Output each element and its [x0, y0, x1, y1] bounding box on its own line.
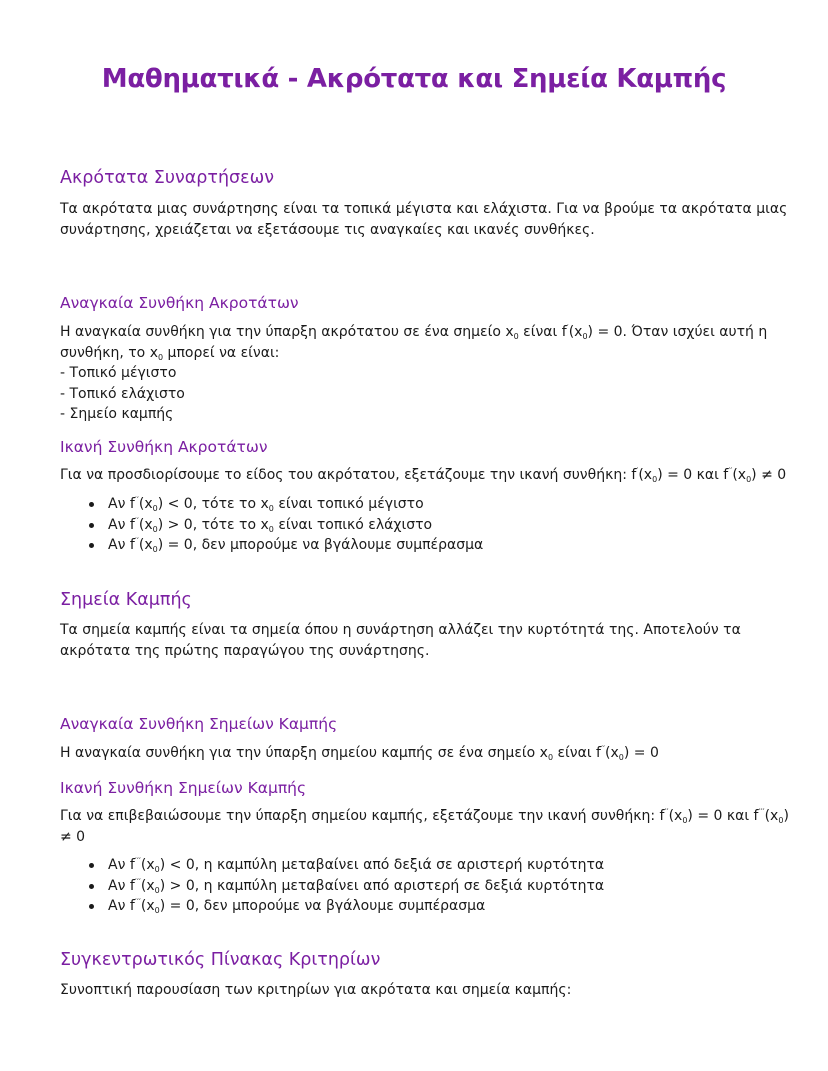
text-line: Συνοπτική παρουσίαση των κριτηρίων για ακρότατα και σημεία καμπής: [60, 982, 572, 998]
text-line: Για να προσδιορίσουμε το είδος του ακρότατου, εξετάζουμε την ικανή συνθήκη: $f'(x_0) = 0$ και $f''(x_0) \ne 0$ [60, 467, 787, 484]
paragraph-inflection-sufficient [60, 806, 789, 847]
paragraph-summary-intro [60, 980, 775, 1001]
text-line: Η αναγκαία συνθήκη για την ύπαρξη ακρότατου σε ένα σημείο $x_0$ είναι $f'(x_0) = 0$. Όταν ισχύει αυτή η [60, 324, 768, 341]
bullet-list-inflection [60, 855, 604, 917]
list-item: Αν $f''(x_0) > 0$, τότε το $x_0$ είναι τοπικό ελάχιστο [60, 515, 483, 536]
bullet-list-extrema [60, 494, 483, 556]
section-heading-necessary-condition: Αναγκαία Συνθήκη Ακροτάτων [60, 294, 299, 312]
text-line: συνθήκη, το $x_0$ μπορεί να είναι: [60, 344, 280, 362]
list-item: Αν $f''(x_0) = 0$, δεν μπορούμε να βγάλουμε συμπέρασμα [60, 535, 483, 556]
page-title: Μαθηματικά - Ακρότατα και Σημεία Καμπής [101, 64, 727, 94]
paragraph-inflection-necessary [60, 743, 775, 764]
text-line: Για να επιβεβαιώσουμε την ύπαρξη σημείου καμπής, εξετάζουμε την ικανή συνθήκη: $f''(x_0) = 0$ και $f'''(x_0)$ [60, 808, 789, 825]
paragraph-sufficient-condition [60, 465, 787, 486]
text-line: Η αναγκαία συνθήκη για την ύπαρξη σημείου καμπής σε ένα σημείο $x_0$ είναι $f''(x_0) = 0$ [60, 745, 659, 762]
text-line: συνάρτησης, χρειάζεται να εξετάσουμε τις αναγκαίες και ικανές συνθήκες. [60, 221, 595, 238]
list-item: - Σημείο καμπής [60, 406, 174, 422]
paragraph-inflection-intro [60, 620, 775, 661]
text-line: ακρότατα της πρώτης παραγώγου της συνάρτησης. [60, 642, 430, 659]
section-heading-summary-table: Συγκεντρωτικός Πίνακας Κριτηρίων [60, 950, 381, 970]
list-item: - Τοπικό ελάχιστο [60, 385, 185, 402]
paragraph-extrema-intro [60, 199, 788, 240]
section-heading-inflection-points: Σημεία Καμπής [60, 590, 192, 610]
section-heading-sufficient-condition: Ικανή Συνθήκη Ακροτάτων [60, 438, 268, 456]
list-item: Αν $f'''(x_0) < 0$, η καμπύλη μεταβαίνει από δεξιά σε αριστερή κυρτότητα [60, 855, 604, 876]
section-heading-inflection-necessary: Αναγκαία Συνθήκη Σημείων Καμπής [60, 715, 338, 733]
list-item: Αν $f'''(x_0) = 0$, δεν μπορούμε να βγάλουμε συμπέρασμα [60, 896, 604, 917]
section-heading-inflection-sufficient: Ικανή Συνθήκη Σημείων Καμπής [60, 779, 307, 797]
text-line: Τα σημεία καμπής είναι τα σημεία όπου η συνάρτηση αλλάζει την κυρτότητά της. Αποτελούν τα [60, 622, 741, 638]
section-heading-extrema: Ακρότατα Συναρτήσεων [60, 168, 275, 188]
paragraph-necessary-condition [60, 322, 775, 425]
text-line: ≠ 0 [60, 828, 86, 845]
list-item: - Τοπικό μέγιστο [60, 365, 177, 381]
list-item: Αν $f'''(x_0) > 0$, η καμπύλη μεταβαίνει από αριστερή σε δεξιά κυρτότητα [60, 876, 604, 897]
text-line: Τα ακρότατα μιας συνάρτησης είναι τα τοπικά μέγιστα και ελάχιστα. Για να βρούμε τα ακρότατα μιας [60, 201, 788, 217]
list-item: Αν $f''(x_0) < 0$, τότε το $x_0$ είναι τοπικό μέγιστο [60, 494, 483, 515]
